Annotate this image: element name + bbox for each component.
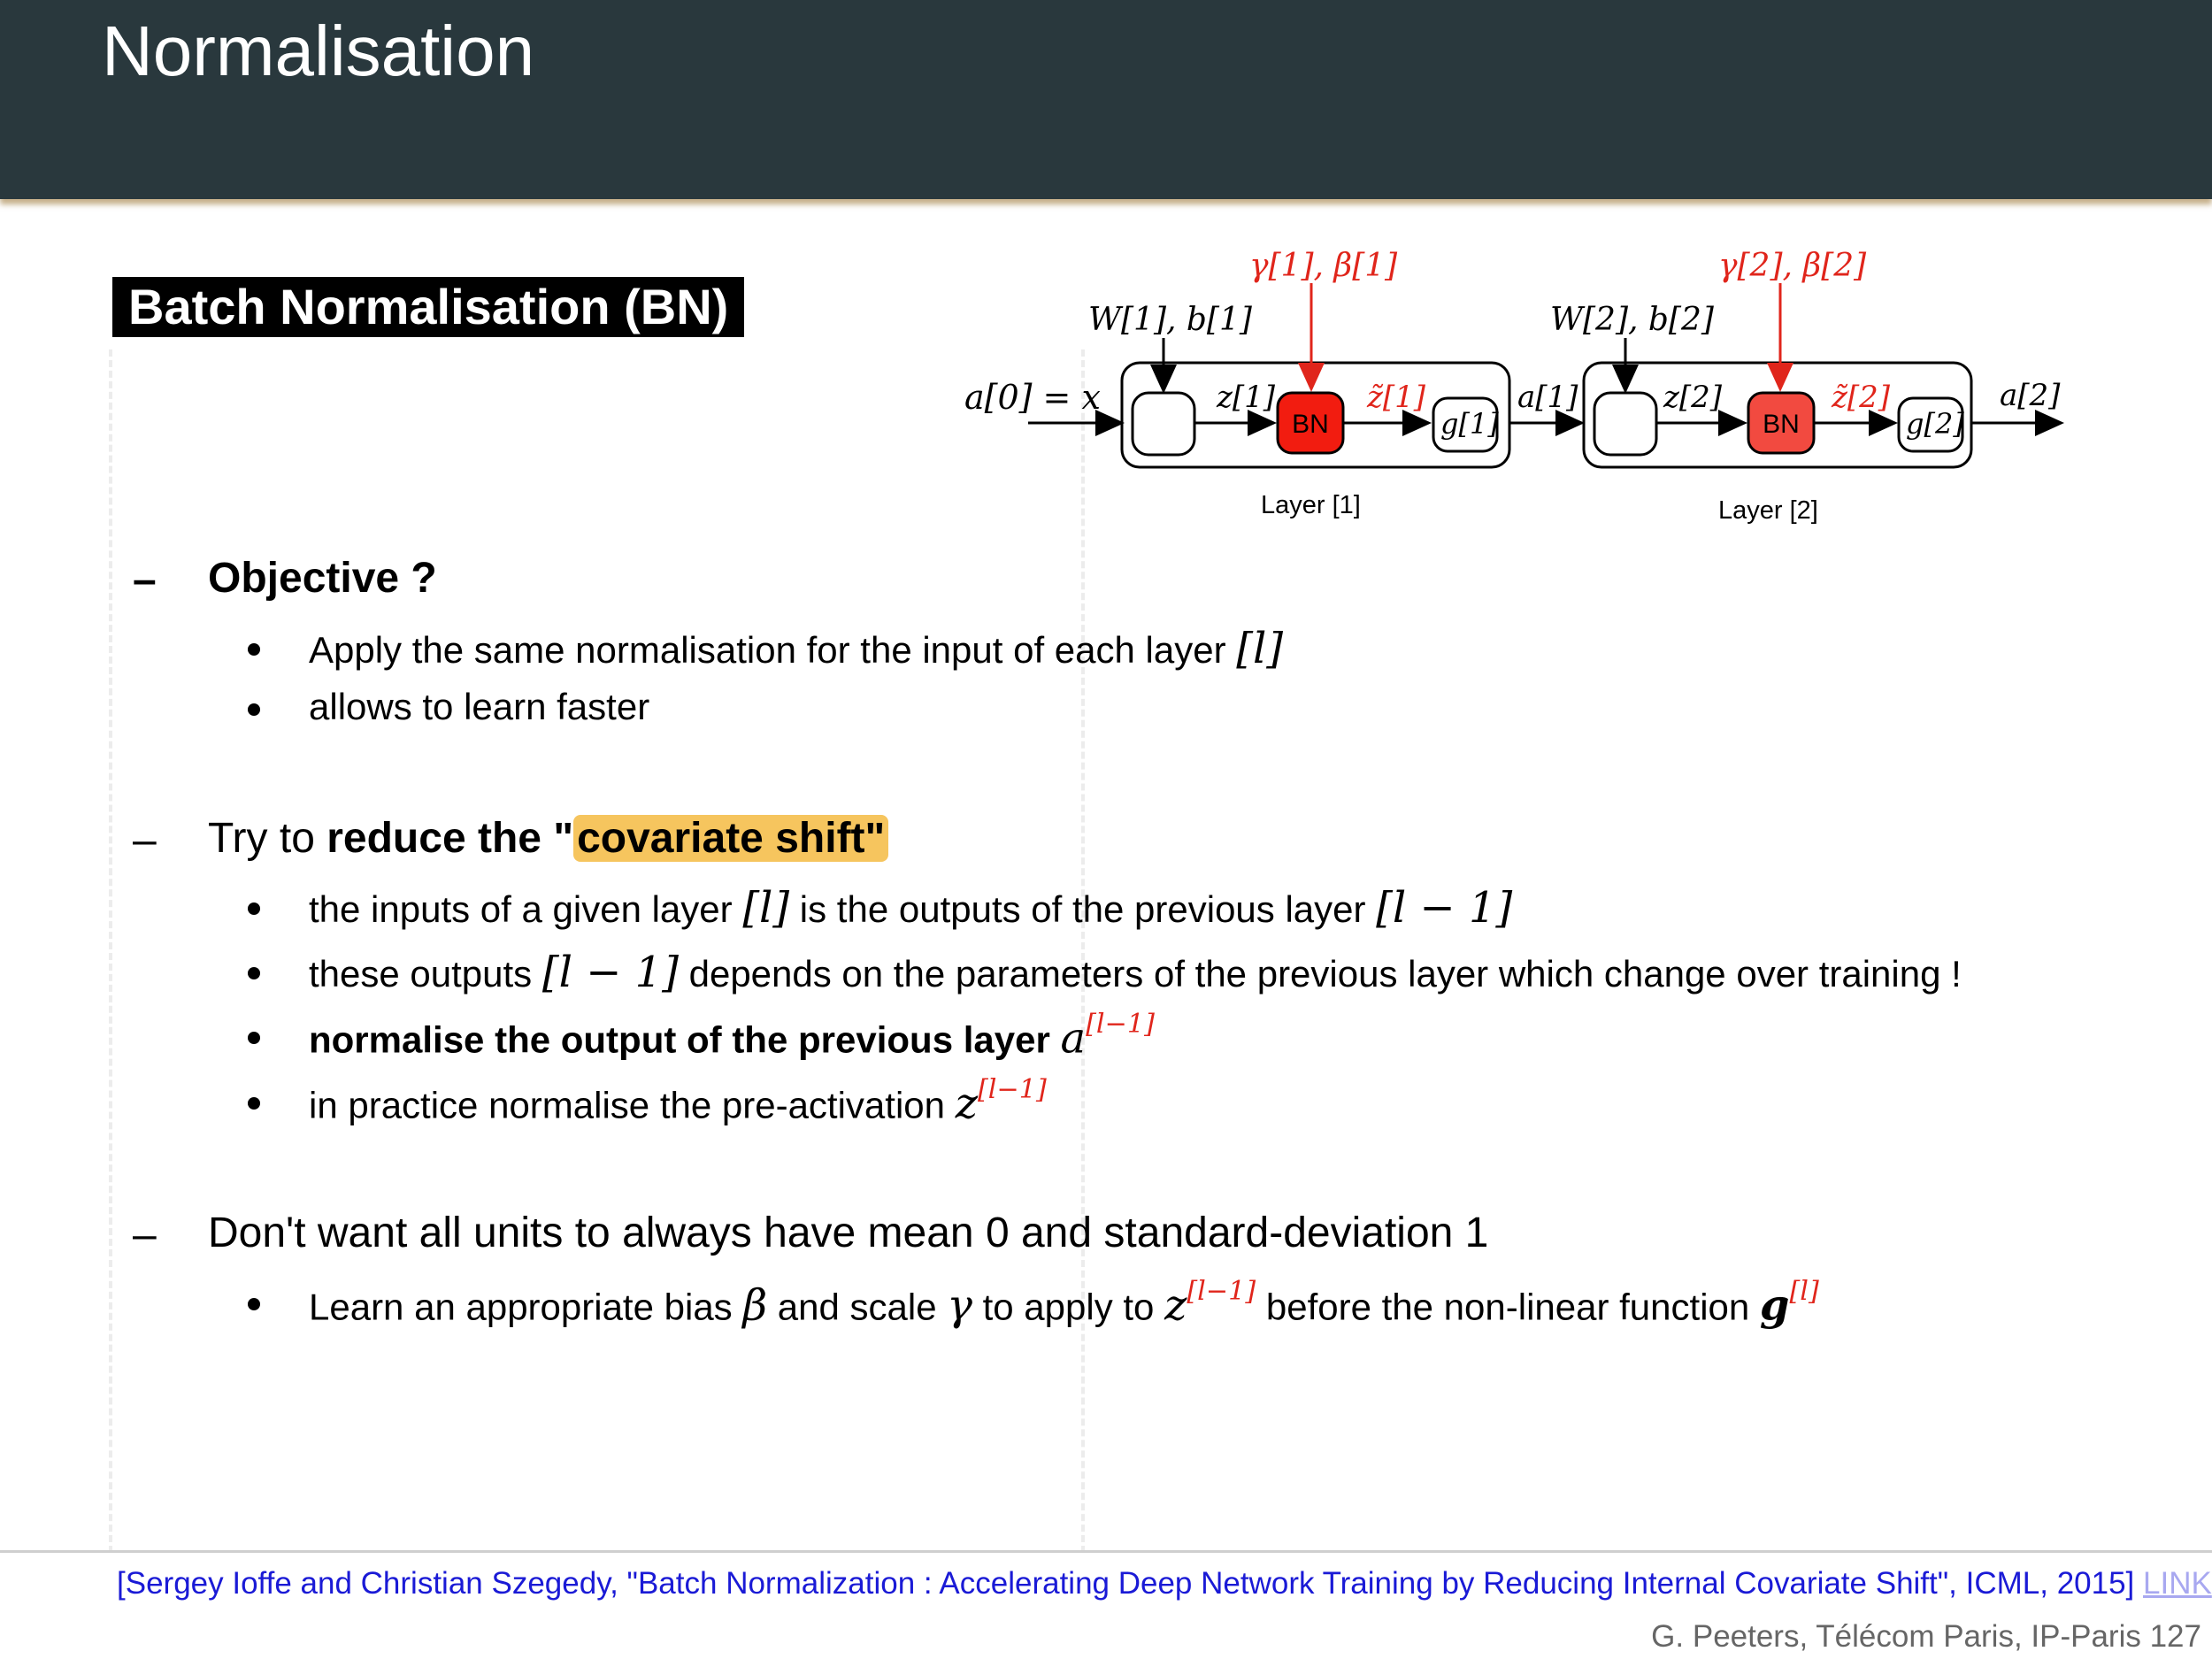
objective-dash: –	[133, 557, 157, 603]
gamma-symbol: γ	[947, 1280, 972, 1331]
reference-text: [Sergey Ioffe and Christian Szegedy, "Batch Normalization : Accelerating Deep Network Training by Reducing Internal Covariate Shift", ICML, 2015]	[117, 1566, 2135, 1601]
covariate-bullet-4-math-sup: [l−1]	[977, 1074, 1047, 1105]
covariate-heading	[208, 814, 888, 863]
bias-scale-text-b: and scale	[767, 1286, 948, 1328]
layer-1-block	[1088, 248, 1509, 519]
covariate-bullet-4-math-base: z	[955, 1079, 978, 1129]
covariate-bullet-2-text-b: depends on the parameters of the previous layer which change over training !	[678, 953, 1962, 995]
layer-1-weights: W[1], b[1]	[1088, 302, 1252, 338]
covariate-bold: reduce the "	[326, 815, 574, 862]
covariate-highlight: covariate shift"	[573, 815, 888, 862]
z-symbol: z	[1164, 1280, 1187, 1331]
layer-2-caption: Layer [2]	[1718, 496, 1818, 525]
covariate-bullet-3-math-base: a	[1060, 1013, 1087, 1064]
bullet-dot	[248, 1298, 260, 1310]
bias-scale-heading: Don't want all units to always have mean 0 and standard-deviation 1	[208, 1210, 1489, 1256]
bullet-dot	[248, 643, 260, 656]
objective-bullet-1-math: [l]	[1236, 624, 1284, 673]
covariate-bullet-3	[309, 1009, 1155, 1064]
footer-divider	[0, 1550, 2212, 1553]
covariate-bullet-1-math-b: [l − 1]	[1376, 883, 1513, 933]
reference-link[interactable]: LINK	[2143, 1566, 2212, 1601]
layer-2-ztilde: z̃[2]	[1832, 380, 1891, 415]
bullet-dot	[248, 1097, 260, 1110]
covariate-bullet-3-text: normalise the output of the previous layer	[309, 1018, 1061, 1061]
objective-bullet-2: allows to learn faster	[309, 686, 650, 727]
covariate-bullet-2-text-a: these outputs	[309, 953, 542, 995]
covariate-bullet-2-math: [l − 1]	[541, 948, 679, 997]
objective-bullet-1-text: Apply the same normalisation for the input of each layer	[309, 629, 1237, 671]
layer-2-block	[1550, 248, 1971, 525]
covariate-dash: –	[133, 817, 157, 864]
covariate-bullet-4-text: in practice normalise the pre-activation	[309, 1084, 956, 1126]
section-title: Batch Normalisation (BN)	[112, 277, 744, 337]
g-symbol: g	[1759, 1280, 1790, 1331]
bullet-dot	[248, 902, 260, 915]
covariate-bullet-1-text-b: is the outputs of the previous layer	[789, 888, 1377, 930]
bias-scale-text-d: before the non-linear function	[1256, 1286, 1760, 1328]
layer-2-z: z[2]	[1663, 380, 1723, 415]
layer-1-g: g[1]	[1440, 407, 1499, 441]
header-bar	[0, 0, 2212, 199]
layer-1-gamma-beta: γ[1], β[1]	[1249, 248, 1398, 284]
bias-scale-text-a: Learn an appropriate bias	[309, 1286, 743, 1328]
bullet-dot	[248, 703, 260, 716]
bias-scale-dash: –	[133, 1211, 157, 1258]
diagram-input-label: a[0] = x	[964, 378, 1101, 417]
batch-norm-diagram	[956, 239, 2079, 549]
layer-2-gamma-beta: γ[2], β[2]	[1718, 248, 1867, 284]
covariate-bullet-1-text-a: the inputs of a given layer	[309, 888, 743, 930]
covariate-bullet-3-math-sup: [l−1]	[1086, 1009, 1155, 1040]
reference-citation	[117, 1566, 2212, 1601]
z-superscript: [l−1]	[1187, 1276, 1256, 1307]
covariate-bullet-2	[309, 948, 1962, 997]
layer-2-weights: W[2], b[2]	[1550, 302, 1714, 338]
covariate-bullet-1	[309, 883, 1512, 933]
bn-label-1: BN	[1292, 410, 1329, 439]
layer-1-caption: Layer [1]	[1261, 491, 1361, 519]
covariate-bullet-4	[309, 1074, 1047, 1129]
g-superscript: [l]	[1789, 1276, 1819, 1307]
layer-2-output: a[2]	[2000, 378, 2061, 413]
layer-2-g: g[2]	[1906, 407, 1964, 441]
objective-bullet-1	[309, 624, 1283, 673]
layer-1-ztilde: z̃[1]	[1367, 380, 1426, 415]
linear-unit-1	[1133, 393, 1194, 455]
bias-scale-bullet	[309, 1276, 1819, 1331]
bullet-dot	[248, 1032, 260, 1044]
page-title: Normalisation	[102, 12, 535, 90]
beta-symbol: β	[742, 1280, 768, 1331]
bn-label-2: BN	[1763, 410, 1800, 439]
objective-heading: Objective ?	[208, 555, 437, 602]
layer-1-z: z[1]	[1217, 380, 1276, 415]
linear-unit-2	[1594, 393, 1656, 455]
bias-scale-text-c: to apply to	[972, 1286, 1165, 1328]
guide-line-left	[109, 349, 112, 1553]
bullet-dot	[248, 967, 260, 979]
covariate-prefix: Try to	[208, 815, 327, 862]
author-footer: G. Peeters, Télécom Paris, IP-Paris 127	[1651, 1619, 2201, 1654]
covariate-bullet-1-math-a: [l]	[742, 883, 790, 933]
layer-1-output: a[1]	[1517, 380, 1578, 415]
